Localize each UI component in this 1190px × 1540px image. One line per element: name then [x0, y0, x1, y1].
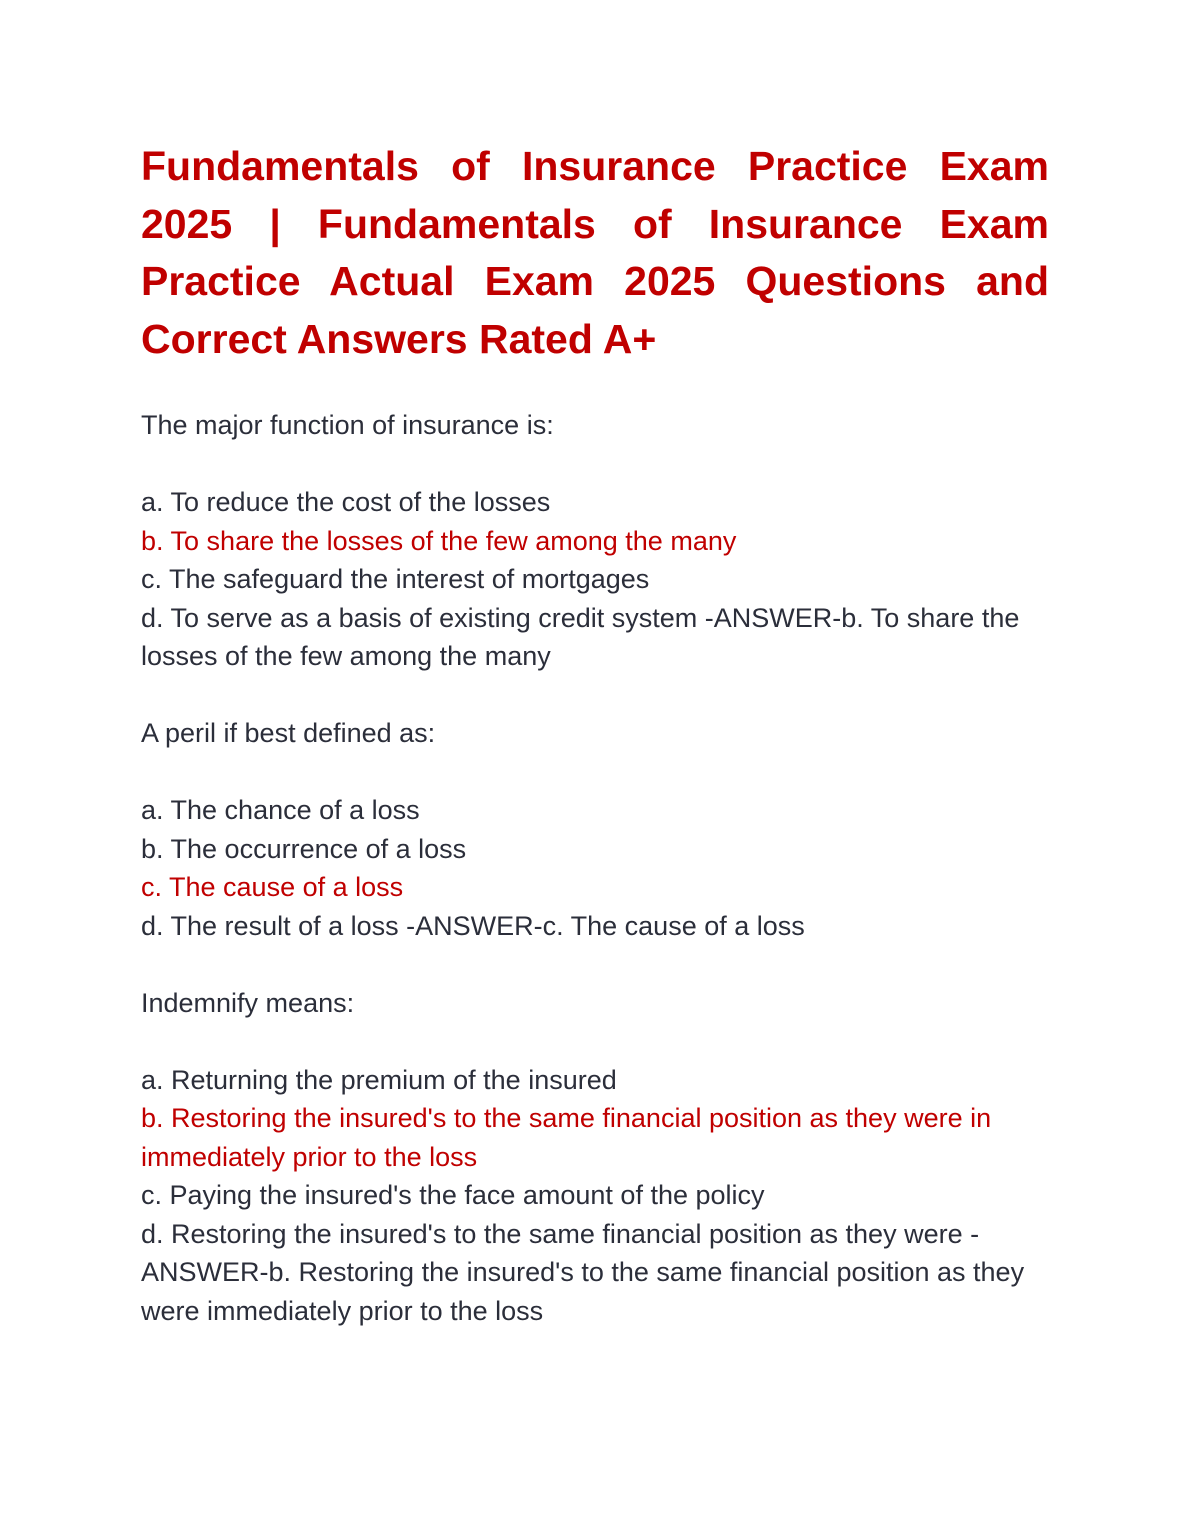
question-prompt: A peril if best defined as:	[141, 718, 436, 748]
answer-option-correct: b. Restoring the insured's to the same financial position as they were in immediately prior to the loss	[141, 1103, 992, 1172]
question-2	[141, 714, 1049, 945]
question-prompt: Indemnify means:	[141, 987, 355, 1018]
title-line-1: Fundamentals of Insurance Practice Exam	[141, 143, 1049, 189]
document-title	[141, 138, 1049, 368]
answer-option-correct: b. To share the losses of the few among the many	[141, 525, 737, 556]
title-line-2: 2025 | Fundamentals of Insurance Exam	[141, 200, 1049, 247]
document-page	[141, 138, 1049, 1330]
answer-option: b. The occurrence of a loss	[141, 833, 467, 864]
question-prompt: The major function of insurance is:	[141, 410, 554, 440]
answer-option: a. Returning the premium of the insured	[141, 1064, 617, 1095]
answer-option: d. Restoring the insured's to the same financial position as they were -ANSWER-b. Restoring the insured's to the same financial position as they were immediately prior to the loss	[141, 1218, 1025, 1326]
title-line-3: Practice Actual Exam 2025 Questions and	[141, 258, 1049, 304]
answer-option: d. To serve as a basis of existing credit system -ANSWER-b. To share the losses of the few among the many	[141, 602, 1020, 671]
answer-option: d. The result of a loss -ANSWER-c. The cause of a loss	[141, 910, 805, 941]
answer-option: c. The safeguard the interest of mortgages	[141, 564, 650, 594]
title-line-4: Correct Answers Rated A+	[141, 315, 657, 362]
answer-option: c. Paying the insured's the face amount of the policy	[141, 1180, 765, 1210]
answer-option-correct: c. The cause of a loss	[141, 872, 404, 902]
answer-option: a. To reduce the cost of the losses	[141, 487, 551, 517]
answer-option: a. The chance of a loss	[141, 795, 420, 825]
question-3	[141, 984, 1049, 1331]
question-1	[141, 406, 1049, 676]
